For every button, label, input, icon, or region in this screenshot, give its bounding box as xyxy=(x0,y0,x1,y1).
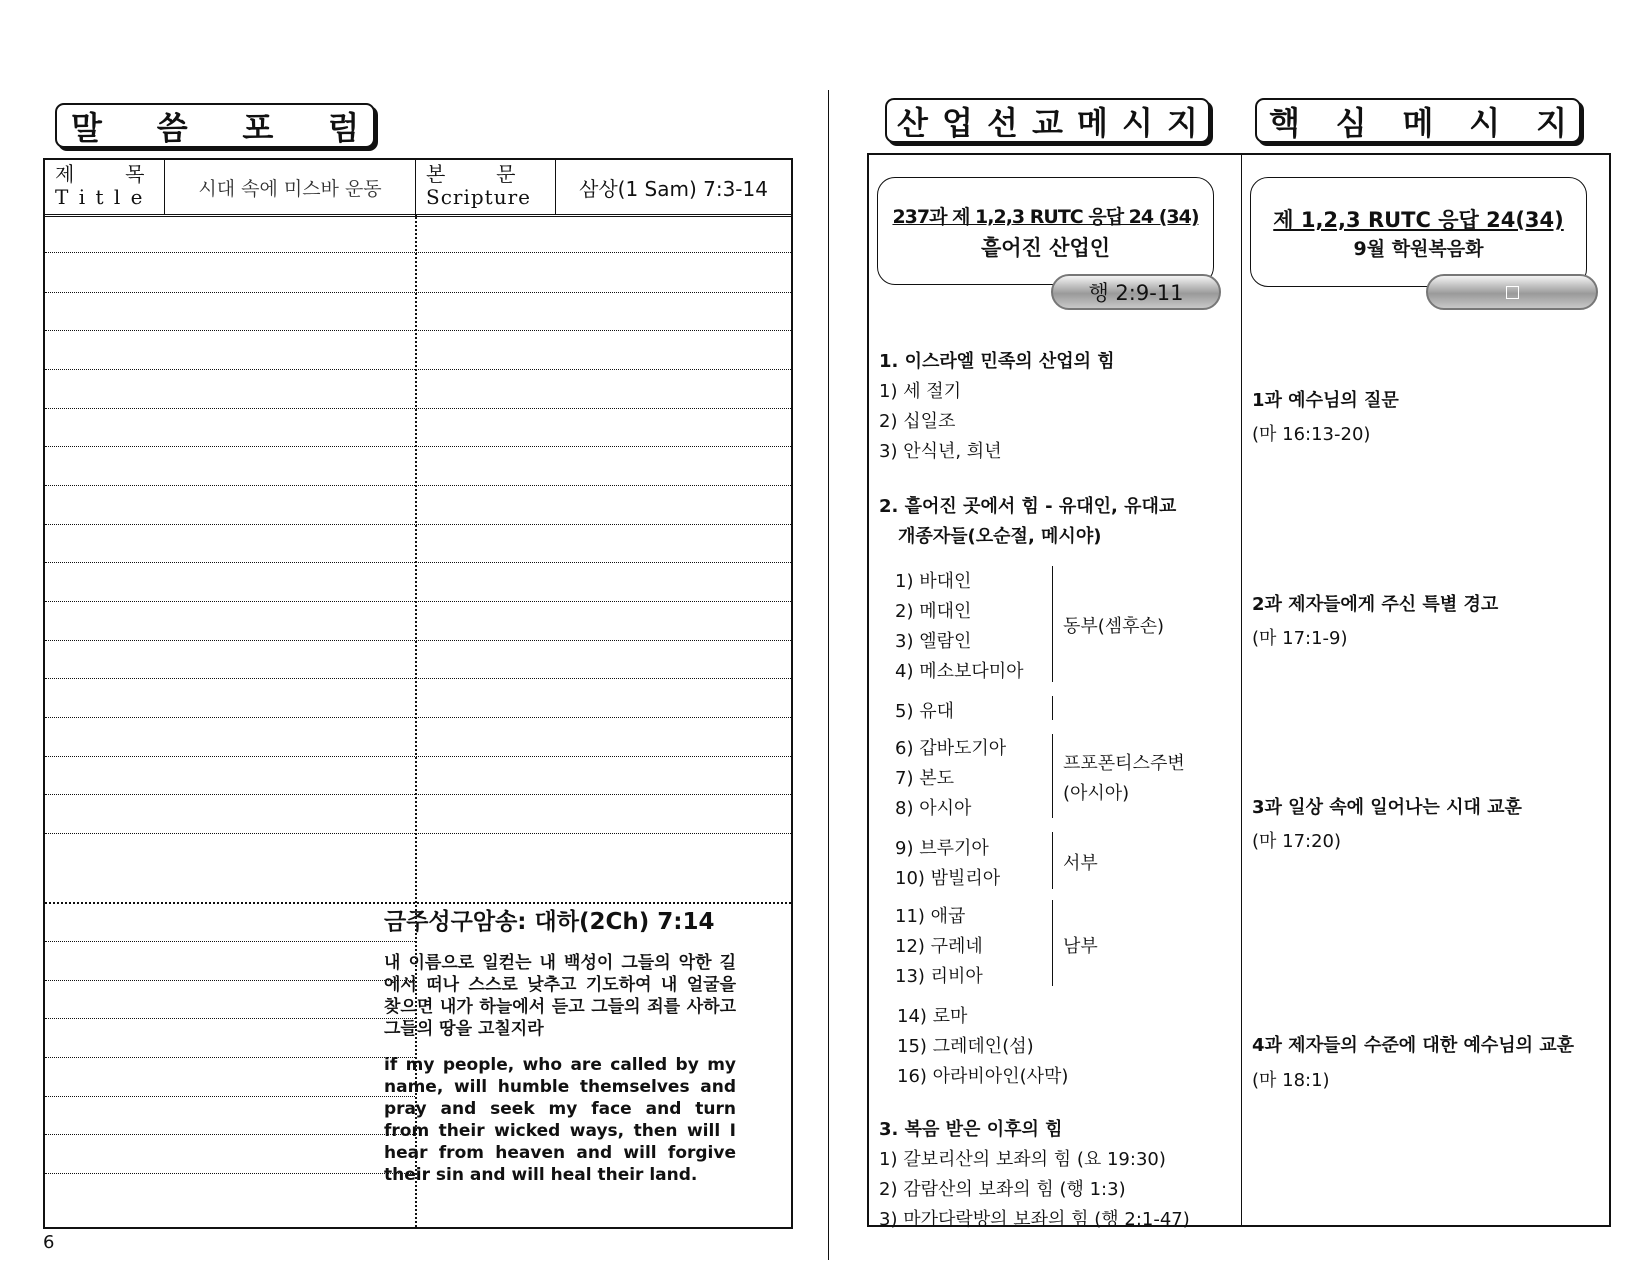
region-item: 10) 밤빌리아 xyxy=(895,868,1001,889)
core-lesson-ref: (마 17:1-9) xyxy=(1252,628,1348,649)
note-line xyxy=(45,369,791,370)
note-line xyxy=(45,640,791,641)
industry-mission-banner xyxy=(885,98,1210,143)
region-item: 9) 브루기아 xyxy=(895,838,989,859)
banner-char: 산 xyxy=(897,103,928,142)
banner-char: 포 xyxy=(242,108,274,147)
scripture-label-en: Scripture xyxy=(426,185,531,209)
title-value-cell xyxy=(165,160,416,214)
core-card-title: 제 1,2,3 RUTC 응답 24(34) xyxy=(1273,208,1564,232)
note-line xyxy=(45,794,791,795)
region-item: 1) 바대인 xyxy=(895,571,972,592)
note-line xyxy=(45,292,791,293)
sermon-title: 시대 속에 미스바 운동 xyxy=(198,177,382,200)
banner-char: 씀 xyxy=(156,108,188,147)
core-lesson-ref: (마 18:1) xyxy=(1252,1070,1330,1091)
core-message-banner xyxy=(1255,98,1581,143)
banner-char: 선 xyxy=(987,103,1018,142)
region-item: 14) 로마 xyxy=(897,1006,968,1027)
core-card xyxy=(1250,177,1587,287)
note-line xyxy=(45,1096,415,1097)
banner-char: 업 xyxy=(942,103,973,142)
region-label: 서부 xyxy=(1063,853,1098,874)
note-line xyxy=(45,1134,415,1135)
core-lesson-ref: (마 17:20) xyxy=(1252,831,1342,852)
section1-heading: 1. 이스라엘 민족의 산업의 힘 xyxy=(879,351,1115,372)
section3-item: 2) 감람산의 보좌의 힘 (행 1:3) xyxy=(879,1179,1126,1200)
page-divider xyxy=(828,90,829,1260)
note-line xyxy=(45,1018,415,1019)
note-line xyxy=(45,485,791,486)
banner-char: 지 xyxy=(1167,103,1198,142)
note-line xyxy=(45,601,791,602)
region-item: 11) 애굽 xyxy=(895,906,966,927)
core-lesson-title: 1과 예수님의 질문 xyxy=(1252,390,1399,411)
scripture-ref: 삼상(1 Sam) 7:3-14 xyxy=(579,176,768,201)
banner-char: 시 xyxy=(1469,103,1501,142)
banner-char: 말 xyxy=(71,108,102,147)
banner-char: 시 xyxy=(1122,103,1153,142)
region-item: 3) 엘람인 xyxy=(895,631,972,652)
region-item: 6) 갑바도기아 xyxy=(895,738,1007,759)
core-card-subtitle: 9월 학원복음화 xyxy=(1353,238,1484,260)
note-line xyxy=(45,717,791,718)
message-column-divider xyxy=(1241,155,1242,1225)
note-line xyxy=(45,330,791,331)
memory-verse-english: if my people, who are called by my name, will humble themselves and pray and seek my face and turn from their wicked ways, then will I hear from heaven and will forgive their sin and will heal their land. xyxy=(384,1055,736,1185)
region-item: 8) 아시아 xyxy=(895,798,972,819)
region-label: 프포폰티스주변 xyxy=(1063,753,1185,774)
group-bracket xyxy=(1052,734,1053,818)
banner-char: 메 xyxy=(1077,103,1108,142)
core-reference-pill xyxy=(1426,274,1598,310)
group-bracket xyxy=(1052,696,1053,720)
scripture-label-cell xyxy=(416,160,556,214)
group-bracket xyxy=(1052,900,1053,986)
note-line xyxy=(45,408,791,409)
memory-verse xyxy=(384,903,736,1186)
title-label-cell xyxy=(45,160,165,214)
notes-table-header xyxy=(45,160,791,217)
banner-char: 메 xyxy=(1402,103,1434,142)
page-number: 6 xyxy=(43,1232,55,1253)
sermon-forum-banner xyxy=(55,103,375,148)
banner-char: 지 xyxy=(1536,103,1567,142)
note-line xyxy=(45,980,415,981)
section1-item: 2) 십일조 xyxy=(879,411,956,432)
note-line xyxy=(45,524,791,525)
scripture-label-ko: 본 문 xyxy=(426,162,516,186)
region-label: 동부(셈후손) xyxy=(1063,616,1164,637)
region-item: 16) 아라비아인(사막) xyxy=(897,1066,1069,1087)
region-item: 13) 리비아 xyxy=(895,966,983,987)
note-line xyxy=(45,833,791,834)
note-line xyxy=(45,1173,415,1174)
note-line xyxy=(45,446,791,447)
title-label-ko: 제 목 xyxy=(55,162,145,186)
region-label: 남부 xyxy=(1063,936,1098,957)
core-lesson-title: 2과 제자들에게 주신 특별 경고 xyxy=(1252,594,1499,615)
group-bracket xyxy=(1052,566,1053,682)
section3-item: 3) 마가다락방의 보좌의 힘 (행 2:1-47) xyxy=(879,1209,1190,1230)
note-line xyxy=(45,562,791,563)
banner-char: 교 xyxy=(1032,103,1063,142)
section3-heading: 3. 복음 받은 이후의 힘 xyxy=(879,1119,1063,1140)
section2-heading-cont: 개종자들(오순절, 메시야) xyxy=(898,526,1102,547)
scripture-value-cell xyxy=(556,160,791,214)
core-lesson-title: 3과 일상 속에 일어나는 시대 교훈 xyxy=(1252,797,1522,818)
lesson-card-subtitle: 흩어진 산업인 xyxy=(980,236,1111,260)
region-item: 15) 그레데인(섬) xyxy=(897,1036,1034,1057)
title-label-en: T i t l e xyxy=(55,185,145,209)
memory-verse-title: 금주성구암송: 대하(2Ch) 7:14 xyxy=(384,909,715,935)
region-label: (아시아) xyxy=(1063,783,1130,804)
banner-char: 럼 xyxy=(328,108,359,147)
note-line xyxy=(45,252,791,253)
lesson-reference: 행 2:9-11 xyxy=(1088,281,1184,305)
region-item: 2) 메대인 xyxy=(895,601,972,622)
lesson-card-title: 237과 제 1,2,3 RUTC 응답 24 (34) xyxy=(892,206,1199,228)
section1-item: 1) 세 절기 xyxy=(879,381,962,402)
section2-heading: 2. 흩어진 곳에서 힘 - 유대인, 유대교 xyxy=(879,496,1177,517)
lesson-card xyxy=(877,177,1214,285)
note-line xyxy=(45,941,415,942)
region-item: 7) 본도 xyxy=(895,768,954,789)
memory-verse-korean: 내 이름으로 일컫는 내 백성이 그들의 악한 길에서 떠나 스스로 낮추고 기도하여 내 얼굴을 찾으면 내가 하늘에서 듣고 그들의 죄를 사하고 그들의 땅을 고칠지라 xyxy=(384,953,736,1039)
section3-item: 1) 갈보리산의 보좌의 힘 (요 19:30) xyxy=(879,1149,1166,1170)
core-lesson-title: 4과 제자들의 수준에 대한 예수님의 교훈 xyxy=(1252,1035,1575,1056)
core-lesson-ref: (마 16:13-20) xyxy=(1252,424,1371,445)
core-reference-icon xyxy=(1506,286,1519,299)
region-item: 12) 구레네 xyxy=(895,936,983,957)
note-line xyxy=(45,756,791,757)
banner-char: 심 xyxy=(1335,103,1367,142)
note-line xyxy=(45,678,791,679)
banner-char: 핵 xyxy=(1269,103,1300,142)
region-item: 4) 메소보다미아 xyxy=(895,661,1024,682)
section1-item: 3) 안식년, 희년 xyxy=(879,441,1002,462)
lesson-reference-pill xyxy=(1051,274,1221,310)
group-bracket xyxy=(1052,832,1053,889)
note-line xyxy=(45,1057,415,1058)
region-item: 5) 유대 xyxy=(895,701,954,722)
